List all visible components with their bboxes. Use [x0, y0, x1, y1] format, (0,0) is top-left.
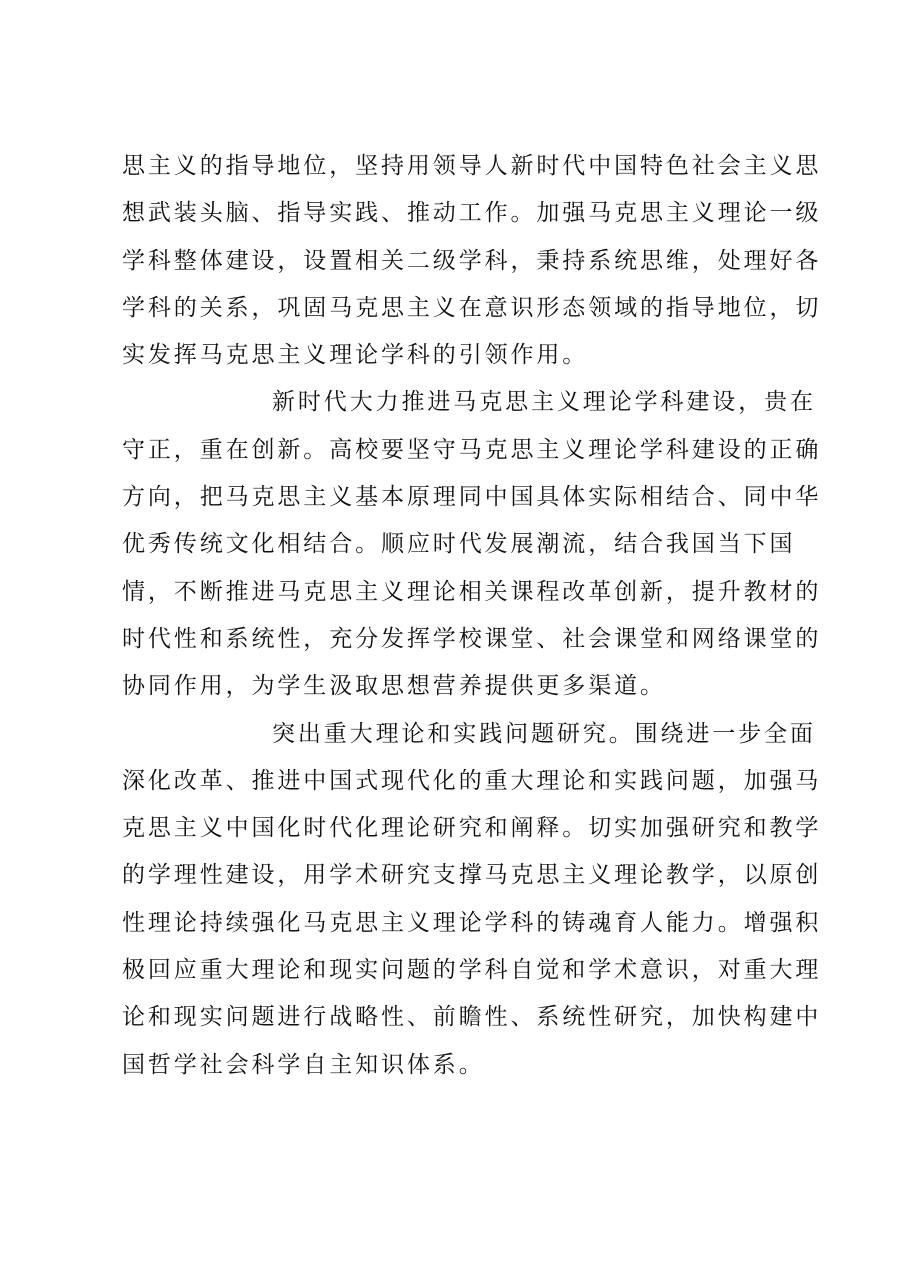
paragraph-3 [122, 711, 822, 1089]
text-line: 守正，重在创新。高校要坚守马克思主义理论学科建设的正确 [122, 436, 822, 463]
text-line: 国哲学社会科学自主知识体系。 [122, 1051, 485, 1078]
text-line: 克思主义中国化时代化理论研究和阐释。切实加强研究和教学 [122, 815, 822, 842]
text-line: 性理论持续强化马克思主义理论学科的铸魂育人能力。增强积 [122, 909, 822, 936]
text-line: 时代性和系统性，充分发挥学校课堂、社会课堂和网络课堂的 [122, 625, 822, 652]
document-body [122, 143, 822, 1089]
text-line: 方向，把马克思主义基本原理同中国具体实际相结合、同中华 [122, 484, 822, 511]
text-line: 思主义的指导地位，坚持用领导人新时代中国特色社会主义思 [122, 153, 822, 179]
text-line: 深化改革、推进中国式现代化的重大理论和实践问题，加强马 [122, 767, 822, 794]
text-line: 新时代大力推进马克思主义理论学科建设，贵在 [272, 389, 816, 416]
text-line: 学科的关系，巩固马克思主义在意识形态领域的指导地位，切 [122, 294, 822, 321]
text-line: 情，不断推进马克思主义理论相关课程改革创新，提升教材的 [122, 578, 822, 605]
text-line: 极回应重大理论和现实问题的学科自觉和学术意识，对重大理 [122, 957, 822, 984]
paragraph-2 [122, 379, 822, 710]
text-line: 的学理性建设，用学术研究支撑马克思主义理论教学，以原创 [122, 862, 822, 889]
text-line: 协同作用，为学生汲取思想营养提供更多渠道。 [122, 673, 666, 700]
text-line: 学科整体建设，设置相关二级学科，秉持系统思维，处理好各 [122, 247, 822, 274]
text-line: 论和现实问题进行战略性、前瞻性、系统性研究，加快构建中 [122, 1004, 822, 1031]
text-line: 突出重大理论和实践问题研究。围绕进一步全面 [272, 720, 816, 747]
text-line: 想武装头脑、指导实践、推动工作。加强马克思主义理论一级 [122, 200, 822, 227]
text-line: 优秀传统文化相结合。顺应时代发展潮流，结合我国当下国 [122, 531, 796, 558]
text-line: 实发挥马克思主义理论学科的引领作用。 [122, 342, 589, 369]
paragraph-1 [122, 143, 822, 379]
